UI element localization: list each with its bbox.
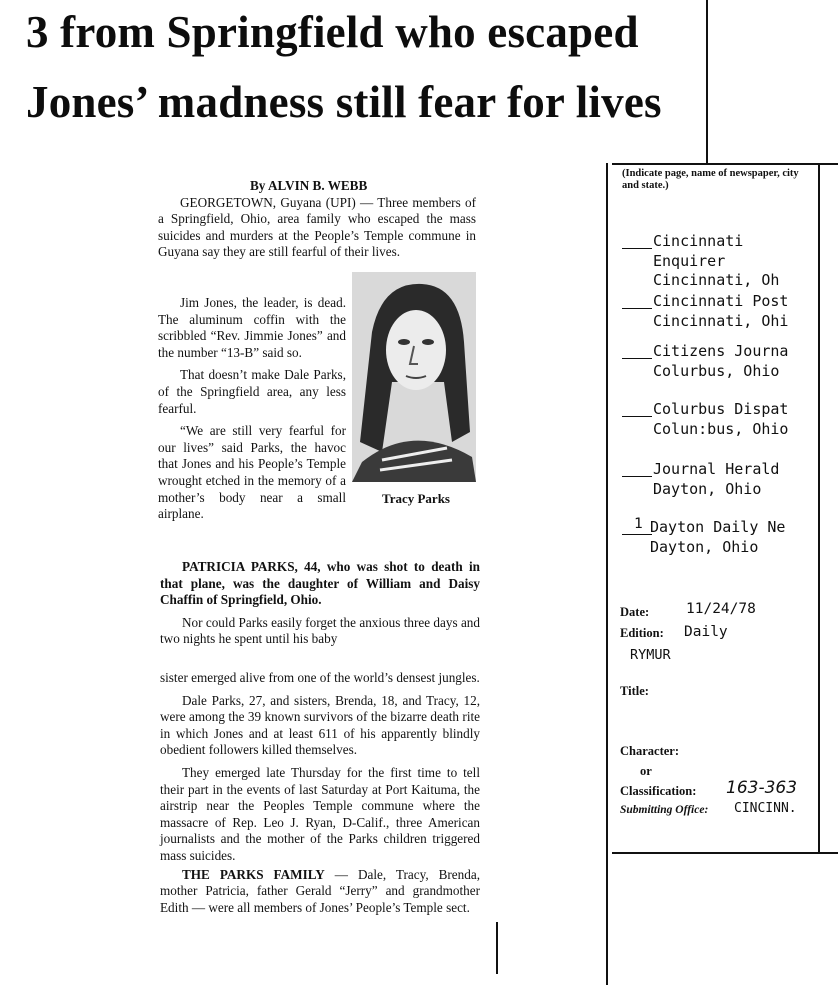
article-body (158, 178, 476, 261)
paragraph-dale-survivors: Dale Parks, 27, and sisters, Brenda, 18, and Tracy, 12, were among the 39 known survivors of the bizarre death rite in which Jones and at least 611 of his apparently blindly obedient followers killed themselves. (160, 692, 480, 758)
edition-value: Daily (684, 624, 728, 640)
title-label: Title: (620, 684, 649, 698)
entry-name: Cincinnati Post Cincinnati, Ohi (653, 292, 789, 330)
paragraph-sister: sister emerged alive from one of the world’s densest jungles. (160, 670, 480, 685)
or-label: or (640, 764, 652, 778)
paragraph-patricia: PATRICIA PARKS, 44, who was shot to death in that plane, was the daughter of William and Daisy Chaffin of Springfield, Ohio. (160, 559, 480, 608)
article-lower-2 (160, 670, 480, 916)
headline-line-1: 3 from Springfield who escaped (26, 7, 639, 57)
newspaper-entry (620, 232, 838, 292)
portrait-image (352, 272, 476, 482)
office-label: Submitting Office: (620, 804, 709, 816)
edition-label: Edition: (620, 626, 664, 640)
character-label: Character: (620, 744, 679, 758)
byline: By ALVIN B. WEBB (250, 178, 368, 193)
form-border-left (606, 163, 608, 985)
classification-value: 163-363 (726, 778, 798, 798)
newspaper-list (620, 232, 838, 568)
entry-blank (622, 308, 652, 309)
paragraph-jones-dead: Jim Jones, the leader, is dead. The aluminum coffin with the scribbled “Rev. Jimmie Jones” and the number “13-B” said so. (158, 295, 346, 360)
date-label: Date: (620, 605, 650, 619)
entry-blank (622, 248, 652, 249)
entry-name: Colurbus Dispat Colun:bus, Ohio (653, 400, 789, 438)
entry-blank (622, 534, 652, 535)
entry-blank (622, 476, 652, 477)
family-text: — Dale, Tracy, Brenda, mother Patricia, father Gerald “Jerry” and grandmother Edith — were all members of Jones’ People’s Temple sect. (160, 866, 480, 915)
entry-mark: 1 (634, 516, 643, 532)
paragraph-dale-fearful: That doesn’t make Dale Parks, of the Springfield area, any less fearful. (158, 367, 346, 416)
form-border-bottom (612, 852, 838, 854)
article-lower-1 (160, 559, 480, 648)
headline-line-2: Jones’ madness still fear for lives (26, 77, 662, 127)
photo-caption: Tracy Parks (382, 491, 450, 506)
newspaper-entry (620, 460, 838, 518)
form-border-top (612, 163, 838, 165)
article-column-wrap (158, 295, 346, 523)
form-instruction: (Indicate page, name of newspaper, city and state.) (622, 168, 799, 191)
newspaper-entry (620, 342, 838, 400)
paragraph-family (160, 867, 480, 917)
newspaper-entry (620, 292, 838, 342)
classification-label: Classification: (620, 784, 697, 798)
paragraph-quote: “We are still very fearful for our lives” said Parks, the havoc that Jones and his People’s Temple wrought etched in the memory of a mother’s body near a small airplane. (158, 423, 346, 522)
margin-mark (496, 922, 498, 974)
photo-tracy-parks (352, 272, 476, 482)
entry-name: Dayton Daily Ne Dayton, Ohio (650, 518, 786, 556)
paragraph-lead: GEORGETOWN, Guyana (UPI) — Three members of a Springfield, Ohio, area family who escaped the mass suicides and murders at the People’s Temple commune in Guyana say they are still fearful of their lives. (158, 194, 476, 260)
entry-blank (622, 416, 652, 417)
author-value: RYMUR (630, 647, 671, 663)
office-value: CINCINN. (734, 801, 797, 816)
newspaper-entry-selected (620, 518, 838, 568)
newspaper-entry (620, 400, 838, 460)
paragraph-nor: Nor could Parks easily forget the anxious three days and two nights he spent until his baby (160, 614, 480, 647)
entry-name: Cincinnati Enquirer Cincinnati, Oh (653, 232, 780, 289)
date-value: 11/24/78 (686, 601, 756, 617)
paragraph-emerged: They emerged late Thursday for the first time to tell their part in the events of last Saturday at Port Kaituma, the airstrip near the Peoples Temple commune where the massacre of Rep. Leo J. Ryan, D-Calif., three American journalists and the mother of the Parks children triggered mass suicides. (160, 764, 480, 863)
family-kicker: THE PARKS FAMILY (182, 866, 325, 882)
entry-blank (622, 358, 652, 359)
clipping-border-top (706, 0, 708, 165)
entry-name: Citizens Journa Colurbus, Ohio (653, 342, 789, 380)
entry-name: Journal Herald Dayton, Ohio (653, 460, 780, 498)
